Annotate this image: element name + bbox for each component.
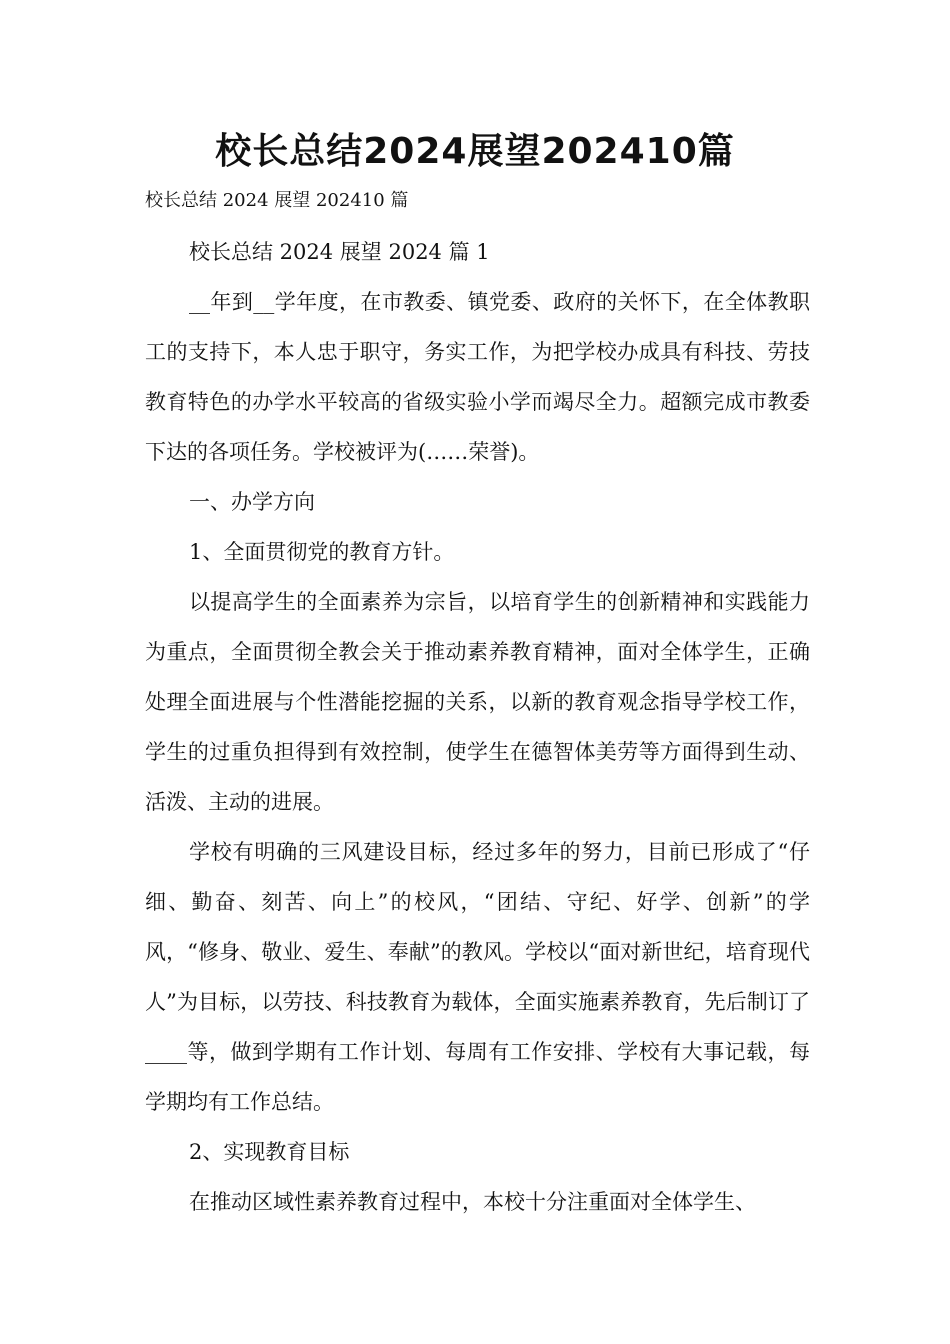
document-body <box>145 185 810 1227</box>
paragraph-intro: __年到__学年度，在市教委、镇党委、政府的关怀下，在全体教职工的支持下，本人忠于职守，务实工作，为把学校办成具有科技、劳技教育特色的办学水平较高的省级实验小学而竭尽全力。超额完成市教委下达的各项任务。学校被评为(……荣誉)。 <box>145 290 810 464</box>
heading-school-direction: 一、办学方向 <box>189 490 315 514</box>
section-heading: 校长总结 2024 展望 2024 篇 1 <box>189 240 490 264</box>
heading-education-policy: 1、全面贯彻党的教育方针。 <box>189 540 455 564</box>
document-title: 校长总结2024展望202410篇 <box>215 131 735 172</box>
paragraph-quality-education: 以提高学生的全面素养为宗旨，以培育学生的创新精神和实践能力为重点，全面贯彻全教会关于推动素养教育精神，面对全体学生，正确处理全面进展与个性潜能挖掘的关系，以新的教育观念指导学校工作，学生的过重负担得到有效控制，使学生在德智体美劳等方面得到生动、活泼、主动的进展。 <box>145 590 810 814</box>
heading-education-goals: 2、实现教育目标 <box>189 1140 350 1164</box>
document-subtitle: 校长总结 2024 展望 202410 篇 <box>145 190 409 211</box>
paragraph-three-styles: 学校有明确的三风建设目标，经过多年的努力，目前已形成了“仔细、勤奋、刻苦、向上”的校风，“团结、守纪、好学、创新”的学风，“修身、敬业、爱生、奉献”的教风。学校以“面对新世纪，培育现代人”为目标，以劳技、科技教育为载体，全面实施素养教育，先后制订了____等，做到学期有工作计划、每周有工作安排、学校有大事记载，每学期均有工作总结。 <box>145 840 810 1114</box>
paragraph-regional-education: 在推动区域性素养教育过程中，本校十分注重面对全体学生、 <box>189 1190 756 1214</box>
